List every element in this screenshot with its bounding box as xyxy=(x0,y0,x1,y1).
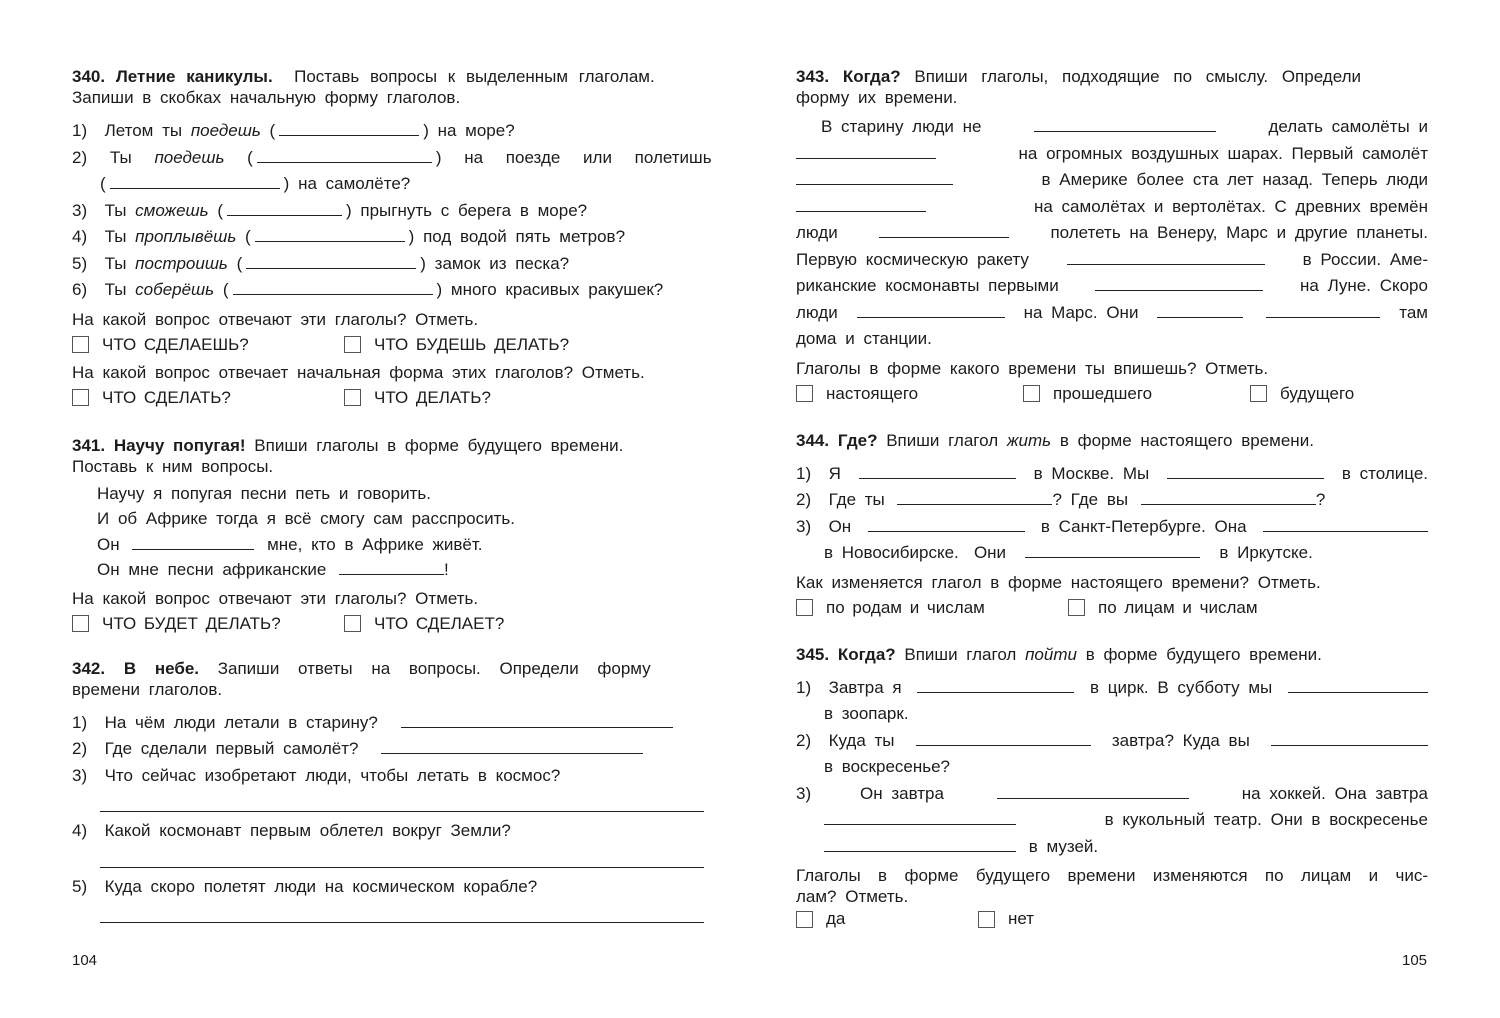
list-item: 4) Ты проплывёшь ( ) под водой пять метров? xyxy=(72,224,704,251)
checkbox[interactable] xyxy=(796,911,813,928)
answer-blank[interactable] xyxy=(824,807,1016,825)
list-item: 2) Где сделали первый самолёт? xyxy=(72,736,704,763)
answer-blank[interactable] xyxy=(279,118,419,136)
exercise-task: Впиши глаголы, подходящие по смыслу. Определи xyxy=(914,67,1362,86)
poem-line: Он мне песни африканские ! xyxy=(97,557,704,583)
option[interactable]: ЧТО СДЕЛАЕТ? xyxy=(344,612,504,636)
answer-blank[interactable] xyxy=(1266,300,1380,318)
checkbox[interactable] xyxy=(1023,385,1040,402)
answer-line[interactable] xyxy=(100,900,704,923)
answer-line[interactable] xyxy=(381,736,643,754)
exercise-number: 341. xyxy=(72,435,106,455)
poem xyxy=(72,481,704,583)
page-number: 104 xyxy=(72,952,98,969)
list-item: 3) Он завтра на хоккей. Она завтра xyxy=(796,781,1428,808)
answer-line[interactable] xyxy=(100,845,704,868)
checkbox-group xyxy=(796,382,1428,406)
list-item: в Новосибирске. Они в Иркутске. xyxy=(796,540,1428,567)
checkbox-group xyxy=(796,907,1428,931)
list-item: 5) Ты построишь ( ) замок из песка? xyxy=(72,251,704,278)
checkbox-group xyxy=(72,333,704,357)
exercise-task: времени глаголов. xyxy=(72,679,223,699)
list-item: 2) Ты поедешь ( ) на поезде или полетишь xyxy=(72,145,704,172)
checkbox[interactable] xyxy=(796,599,813,616)
exercise-title: Где? xyxy=(837,430,878,450)
checkbox[interactable] xyxy=(344,389,361,406)
checkbox[interactable] xyxy=(72,615,89,632)
checkbox[interactable] xyxy=(72,336,89,353)
exercise-task: Поставь к ним вопросы. xyxy=(72,456,274,476)
list-item: в кукольный театр. Они в воскресенье xyxy=(796,807,1428,834)
list-item: 1) Летом ты поедешь ( ) на море? xyxy=(72,118,704,145)
option[interactable]: ЧТО ДЕЛАТЬ? xyxy=(344,386,491,410)
right-page xyxy=(796,66,1428,931)
exercise-340 xyxy=(72,66,712,410)
exercise-343 xyxy=(796,66,1428,406)
answer-blank[interactable] xyxy=(132,532,254,550)
option[interactable]: будущего xyxy=(1250,382,1354,406)
answer-blank[interactable] xyxy=(246,251,416,269)
answer-blank[interactable] xyxy=(1141,487,1316,505)
list-item: в музей. xyxy=(796,834,1428,861)
answer-blank[interactable] xyxy=(1034,114,1216,132)
list-item: 5) Куда скоро полетят люди на космическом корабле? xyxy=(72,876,538,896)
answer-blank[interactable] xyxy=(1288,675,1428,693)
checkbox[interactable] xyxy=(1250,385,1267,402)
text-line: люди полететь на Венеру, Марс и другие планеты. xyxy=(796,220,1428,247)
answer-blank[interactable] xyxy=(859,461,1016,479)
exercise-number: 344. xyxy=(796,430,830,450)
option[interactable]: ЧТО СДЕЛАЕШЬ? xyxy=(72,333,344,357)
poem-line: И об Африке тогда я всё смогу сам расспросить. xyxy=(97,509,515,528)
exercise-task: Поставь вопросы к выделенным глаголам. xyxy=(294,67,655,86)
list-item: 3) Что сейчас изобретают люди, чтобы летать в космос? xyxy=(72,765,561,785)
list-item: ( ) на самолёте? xyxy=(72,171,704,198)
option[interactable]: ЧТО БУДЕТ ДЕЛАТЬ? xyxy=(72,612,344,636)
answer-blank[interactable] xyxy=(1167,461,1324,479)
checkbox-group xyxy=(796,596,1428,620)
answer-blank[interactable] xyxy=(233,277,433,295)
checkbox[interactable] xyxy=(72,389,89,406)
text-line: дома и станции. xyxy=(796,329,932,348)
poem-line: Научу я попугая песни петь и говорить. xyxy=(97,483,431,503)
checkbox[interactable] xyxy=(344,615,361,632)
list-item: 1) Я в Москве. Мы в столице. xyxy=(796,461,1428,488)
exercise-task: Запиши ответы на вопросы. Определи форму xyxy=(217,658,651,678)
checkbox-group xyxy=(72,612,704,636)
answer-blank[interactable] xyxy=(1095,273,1263,291)
checkbox[interactable] xyxy=(796,385,813,402)
exercise-number: 340. xyxy=(72,67,106,86)
list-item: 4) Какой космонавт первым облетел вокруг Земли? xyxy=(72,821,511,840)
answer-blank[interactable] xyxy=(110,171,280,189)
text-line: в Америке более ста лет назад. Теперь люди xyxy=(796,167,1428,194)
question-text: Как изменяется глагол в форме настоящего времени? Отметь. xyxy=(796,572,1321,592)
exercise-number: 345. xyxy=(796,644,830,664)
answer-blank[interactable] xyxy=(339,557,444,575)
left-page xyxy=(72,66,712,923)
question-text: Глаголы в форме будущего времени изменяются по лицам и чис- xyxy=(796,866,1428,885)
exercise-title: Когда? xyxy=(842,67,901,86)
answer-blank[interactable] xyxy=(917,675,1074,693)
checkbox[interactable] xyxy=(978,911,995,928)
text-line: люди на Марс. Они там xyxy=(796,300,1428,327)
list-item: 3) Он в Санкт-Петербурге. Она xyxy=(796,514,1428,541)
answer-line[interactable] xyxy=(401,710,673,728)
exercise-341 xyxy=(72,435,704,636)
option[interactable]: по лицам и числам xyxy=(1068,596,1258,620)
answer-blank[interactable] xyxy=(857,300,1005,318)
answer-blank[interactable] xyxy=(1263,514,1428,532)
exercise-title: Летние каникулы. xyxy=(115,67,273,86)
option[interactable]: ЧТО СДЕЛАТЬ? xyxy=(72,386,344,410)
exercise-task: Запиши в скобках начальную форму глаголов. xyxy=(72,88,461,107)
exercise-title: Когда? xyxy=(837,644,896,664)
answer-blank[interactable] xyxy=(796,167,953,185)
option[interactable]: настоящего xyxy=(796,382,1023,406)
list-item: 2) Где ты ? Где вы ? xyxy=(796,487,1428,514)
exercise-number: 343. xyxy=(796,67,830,86)
checkbox[interactable] xyxy=(1068,599,1085,616)
answer-blank[interactable] xyxy=(1067,247,1265,265)
text-line: на самолётах и вертолётах. С древних времён xyxy=(796,194,1428,221)
page-number: 105 xyxy=(1402,952,1428,969)
answer-line[interactable] xyxy=(100,789,704,812)
text-line: В старину люди не делать самолёты и xyxy=(796,114,1428,141)
option[interactable]: да xyxy=(796,907,978,931)
exercise-title: Научу попугая! xyxy=(113,435,246,455)
list-item: 2) Куда ты завтра? Куда вы xyxy=(796,728,1428,755)
exercise-number: 342. xyxy=(72,658,106,678)
list-item: 1) Завтра я в цирк. В субботу мы xyxy=(796,675,1428,702)
question-text: Глаголы в форме какого времени ты впишешь? Отметь. xyxy=(796,358,1269,378)
option[interactable]: прошедшего xyxy=(1023,382,1250,406)
answer-blank[interactable] xyxy=(796,194,926,212)
text-line: риканские космонавты первыми на Луне. Скоро xyxy=(796,273,1428,300)
list-item: в воскресенье? xyxy=(824,757,951,776)
exercise-342 xyxy=(72,658,704,924)
question-text: На какой вопрос отвечают эти глаголы? Отметь. xyxy=(72,588,479,608)
text-line: Первую космическую ракету в России. Аме- xyxy=(796,247,1428,274)
answer-blank[interactable] xyxy=(1157,300,1243,318)
answer-blank[interactable] xyxy=(1025,540,1200,558)
answer-blank[interactable] xyxy=(257,145,432,163)
answer-blank[interactable] xyxy=(897,487,1052,505)
question-text: На какой вопрос отвечают эти глаголы? Отметь. xyxy=(72,309,479,329)
answer-blank[interactable] xyxy=(796,141,936,159)
exercise-title: В небе. xyxy=(123,658,200,678)
answer-blank[interactable] xyxy=(1271,728,1428,746)
exercise-task: Впиши глаголы в форме будущего времени. xyxy=(254,435,624,455)
poem-line: Он мне, кто в Африке живёт. xyxy=(97,532,704,558)
checkbox-group xyxy=(72,386,704,410)
list-item: 3) Ты сможешь ( ) прыгнуть с берега в море? xyxy=(72,198,704,225)
question-text: лам? Отметь. xyxy=(796,887,909,906)
list-item: 1) На чём люди летали в старину? xyxy=(72,710,704,737)
option[interactable]: ЧТО БУДЕШЬ ДЕЛАТЬ? xyxy=(344,333,569,357)
option[interactable]: по родам и числам xyxy=(796,596,1068,620)
answer-blank[interactable] xyxy=(227,198,342,216)
answer-blank[interactable] xyxy=(255,224,405,242)
answer-blank[interactable] xyxy=(824,834,1016,852)
exercise-345: 345. Когда? Впиши глагол пойти в форме будущего времени. 1) Завтра я в цирк. В субботу мы в зоопарк. 2) Куда ты завтра? Куда вы в воскресенье? 3) Он завтра на хоккей. Она завтра в кукольный театр. Они в воскресенье в музей. Глаголы в форме будущего времени изменяются по лицам и чис- лам? Отметь. да нет xyxy=(796,644,1428,932)
exercise-344: 344. Где? Впиши глагол жить в форме настоящего времени. 1) Я в Москве. Мы в столице. 2) Где ты ? Где вы ? 3) Он в Санкт-Петербурге. Она в Новосибирске. Они в Иркутске. Как изменяется глагол в форме настоящего времени? Отметь. по родам и числам по лицам и числам xyxy=(796,430,1428,620)
checkbox[interactable] xyxy=(344,336,361,353)
answer-blank[interactable] xyxy=(868,514,1025,532)
answer-blank[interactable] xyxy=(916,728,1091,746)
answer-blank[interactable] xyxy=(879,220,1009,238)
option[interactable]: нет xyxy=(978,907,1034,931)
list-item: в зоопарк. xyxy=(824,704,909,723)
exercise-task: форму их времени. xyxy=(796,88,958,107)
question-text: На какой вопрос отвечает начальная форма этих глаголов? Отметь. xyxy=(72,362,645,382)
text-line: на огромных воздушных шарах. Первый самолёт xyxy=(796,141,1428,168)
list-item: 6) Ты соберёшь ( ) много красивых ракушек? xyxy=(72,277,704,304)
answer-blank[interactable] xyxy=(997,781,1189,799)
